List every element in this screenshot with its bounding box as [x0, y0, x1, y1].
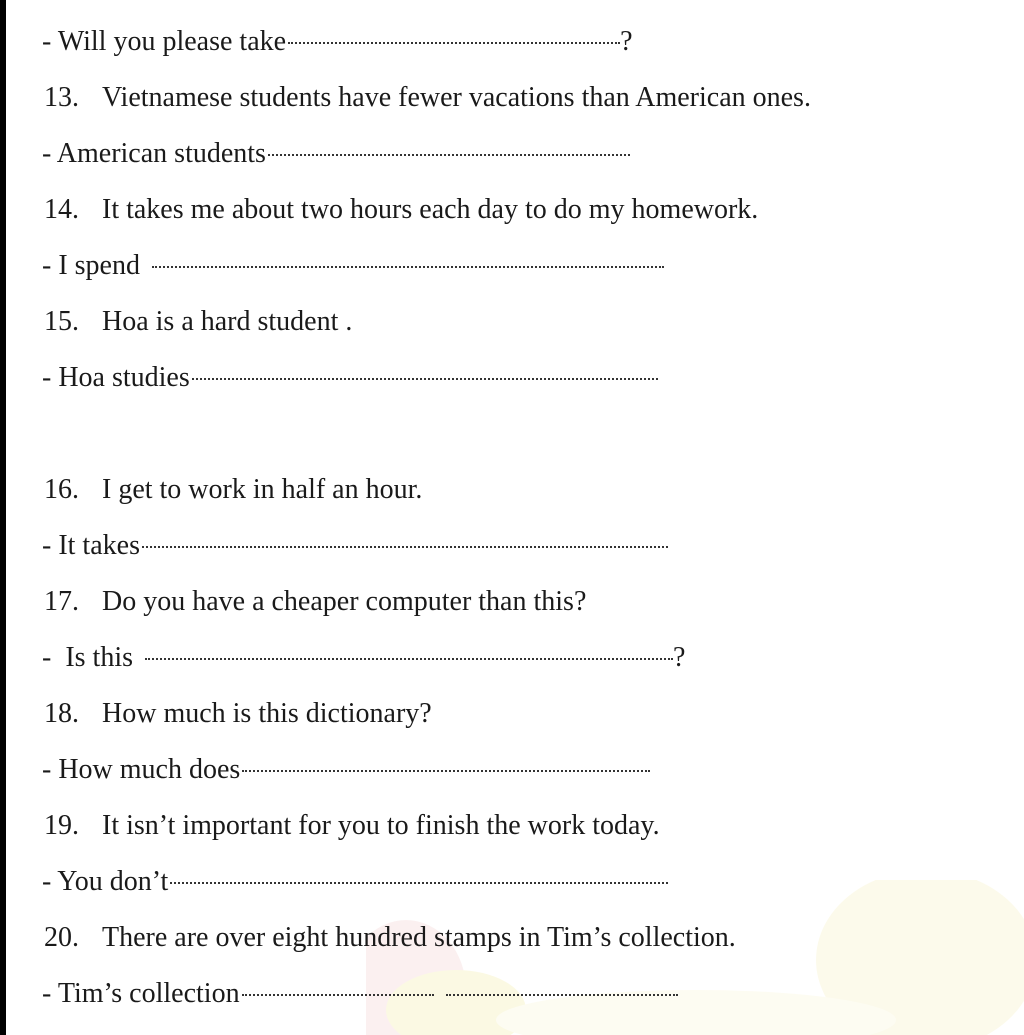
answer-blank[interactable]: [170, 880, 668, 884]
answer-line: [6, 134, 630, 174]
question-text: It isn’t important for you to finish the work today.: [102, 810, 660, 841]
question-text: How much is this dictionary?: [102, 698, 432, 729]
answer-line: [6, 638, 685, 678]
question-line: [6, 918, 736, 958]
answer-blank[interactable]: [142, 544, 668, 548]
answer-prefix: - Hoa studies: [42, 362, 190, 393]
answer-prefix: - It takes: [42, 530, 140, 561]
question-text: I get to work in half an hour.: [102, 474, 423, 505]
answer-blank[interactable]: [152, 264, 664, 268]
answer-blank-second[interactable]: [446, 992, 678, 996]
answer-line: [6, 358, 658, 398]
answer-line: [6, 974, 678, 1014]
answer-prefix: - Will you please take: [42, 26, 287, 57]
question-line: [6, 78, 811, 118]
question-number: 15.: [44, 306, 79, 337]
question-text: Vietnamese students have fewer vacations than American ones.: [102, 82, 811, 113]
answer-line: [6, 750, 650, 790]
question-line: [6, 190, 758, 230]
question-number: 16.: [44, 474, 79, 505]
question-number: 19.: [44, 810, 79, 841]
answer-blank[interactable]: [288, 40, 620, 44]
question-line: [6, 806, 660, 846]
answer-suffix: ?: [673, 642, 686, 673]
answer-blank[interactable]: [242, 992, 434, 996]
question-text: It takes me about two hours each day to do my homework.: [102, 194, 759, 225]
answer-prefix: - American students: [42, 138, 266, 169]
question-text: Hoa is a hard student .: [102, 306, 353, 337]
answer-line: [6, 22, 633, 62]
question-line: [6, 582, 586, 622]
answer-line: [6, 526, 668, 566]
question-text: Do you have a cheaper computer than this?: [102, 586, 587, 617]
question-number: 17.: [44, 586, 79, 617]
question-number: 13.: [44, 82, 79, 113]
question-line: [6, 694, 432, 734]
answer-blank[interactable]: [145, 656, 673, 660]
answer-blank[interactable]: [268, 152, 630, 156]
answer-blank[interactable]: [192, 376, 658, 380]
answer-prefix: - You don’t: [42, 866, 169, 897]
answer-suffix: ?: [620, 26, 633, 57]
answer-prefix: - How much does: [42, 754, 241, 785]
answer-prefix: - Is this: [42, 642, 133, 673]
answer-line: [6, 862, 668, 902]
question-text: There are over eight hundred stamps in Tim’s collection.: [102, 922, 736, 953]
answer-line: [6, 246, 664, 286]
question-number: 20.: [44, 922, 79, 953]
question-line: [6, 470, 422, 510]
answer-prefix: - Tim’s collection: [42, 978, 240, 1009]
answer-blank[interactable]: [242, 768, 650, 772]
question-line: [6, 302, 352, 342]
question-number: 14.: [44, 194, 79, 225]
answer-prefix: - I spend: [42, 250, 140, 281]
question-number: 18.: [44, 698, 79, 729]
worksheet-page: [6, 0, 1024, 1035]
